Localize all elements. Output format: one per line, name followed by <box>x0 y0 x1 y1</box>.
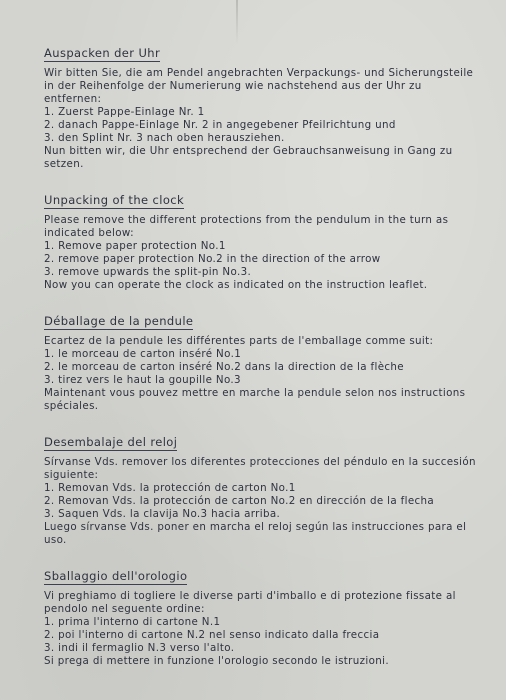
list-item: 3. indi il fermaglio N.3 verso l'alto. <box>44 642 235 654</box>
paper-fold-crease <box>236 0 238 44</box>
section-closing: Maintenant vous pouvez mettre en marche la pendule selon nos instructions spéciales. <box>44 387 466 412</box>
section-heading: Desembalaje del reloj <box>44 435 178 449</box>
list-item: 2. poi l'interno di cartone N.2 nel senso indicato dalla freccia <box>44 629 380 641</box>
section-intro: Wir bitten Sie, die am Pendel angebrachten Verpackungs- und Sicherungsteile in der Reihenfolge der Numerierung wie nachstehend aus der Uhr zu entfernen: <box>44 67 474 105</box>
section-italian <box>44 565 478 668</box>
section-intro: Sírvanse Vds. remover los diferentes protecciones del péndulo en la succesión siguiente: <box>44 456 476 481</box>
section-english <box>44 189 478 292</box>
list-item: 3. den Splint Nr. 3 nach oben herausziehen. <box>44 132 285 144</box>
section-closing: Now you can operate the clock as indicated on the instruction leaflet. <box>44 279 428 291</box>
section-heading: Sballaggio dell'orologio <box>44 569 188 583</box>
section-intro: Ecartez de la pendule les différentes parts de l'emballage comme suit: <box>44 335 434 347</box>
section-heading: Unpacking of the clock <box>44 193 185 207</box>
list-item: 1. Remove paper protection No.1 <box>44 240 226 252</box>
section-closing: Si prega di mettere in funzione l'orologio secondo le istruzioni. <box>44 655 389 667</box>
section-closing: Nun bitten wir, die Uhr entsprechend der Gebrauchsanweisung in Gang zu setzen. <box>44 145 453 170</box>
section-french <box>44 310 478 413</box>
section-intro: Vi preghiamo di togliere le diverse parti d'imballo e di protezione fissate al pendolo nel seguente ordine: <box>44 590 456 615</box>
list-item: 2. le morceau de carton inséré No.2 dans la direction de la flèche <box>44 361 404 373</box>
section-spanish <box>44 431 478 547</box>
section-heading: Auspacken der Uhr <box>44 46 161 60</box>
list-item: 1. le morceau de carton inséré No.1 <box>44 348 242 360</box>
list-item: 3. remove upwards the split-pin No.3. <box>44 266 252 278</box>
section-german <box>44 42 478 171</box>
list-item: 3. Saquen Vds. la clavija No.3 hacia arriba. <box>44 508 281 520</box>
list-item: 1. Zuerst Pappe-Einlage Nr. 1 <box>44 106 205 118</box>
list-item: 2. Removan Vds. la protección de carton No.2 en dirección de la flecha <box>44 495 435 507</box>
list-item: 1. Removan Vds. la protección de carton No.1 <box>44 482 296 494</box>
section-closing: Luego sírvanse Vds. poner en marcha el reloj según las instrucciones para el uso. <box>44 521 467 546</box>
section-intro: Please remove the different protections from the pendulum in the turn as indicated below: <box>44 214 449 239</box>
list-item: 1. prima l'interno di cartone N.1 <box>44 616 221 628</box>
list-item: 2. remove paper protection No.2 in the direction of the arrow <box>44 253 381 265</box>
section-heading: Déballage de la pendule <box>44 314 194 328</box>
list-item: 3. tirez vers le haut la goupille No.3 <box>44 374 241 386</box>
list-item: 2. danach Pappe-Einlage Nr. 2 in angegebener Pfeilrichtung und <box>44 119 396 131</box>
